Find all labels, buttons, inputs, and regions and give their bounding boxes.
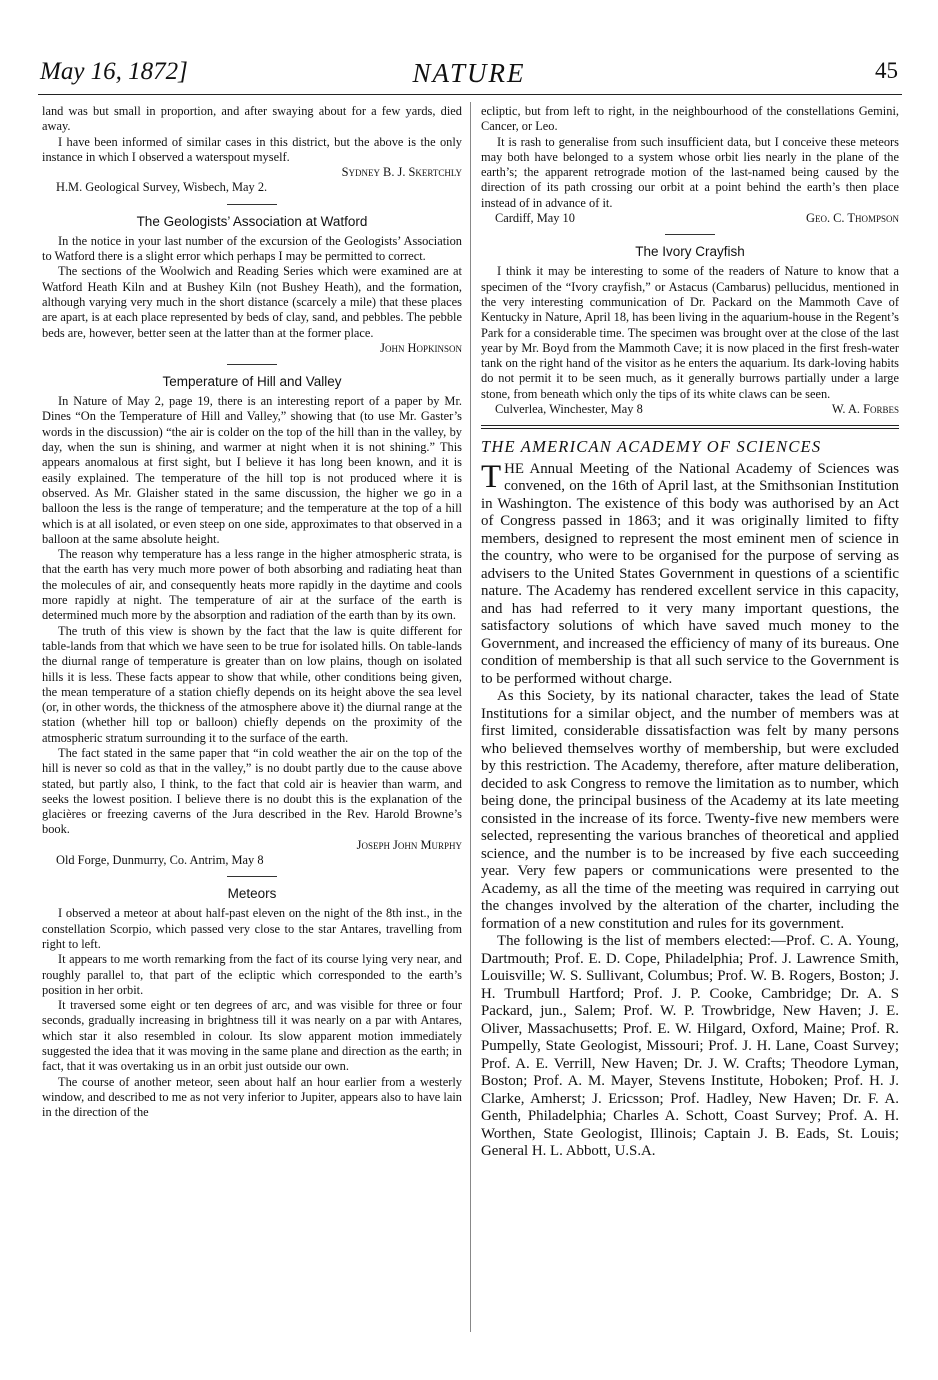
letter-location: Cardiff, May 10 <box>495 211 575 226</box>
paragraph: The fact stated in the same paper that “in cold weather the air on the top of the hill is never so cold as that in the valley,” is no doubt partly due to the cause above stated, but partly also, I think, to the fact that cold air is heavier than warm, and seeks the lowest position. I believe there is no doubt this is the explanation of the glacières or freezing caverns of the Jura described in the Rev. Harold Browne’s book. <box>42 745 462 837</box>
paragraph: The sections of the Woolwich and Reading Series which were examined are at Watford Heath Kiln and at Bushey Kiln (not Bushey Heath), and the formation, although varying very much in the short distance (scarcely a mile) that these places are apart, is at each place represented by beds of clay, sand, and pebbles. The pebble beds are, however, better seen at the latter than at the former place. <box>42 264 462 340</box>
signature: Sydney B. J. Skertchly <box>341 165 462 180</box>
signature: W. A. Forbes <box>831 402 899 417</box>
right-column <box>481 104 899 1161</box>
paragraph: I think it may be interesting to some of the readers of Nature to know that a specimen of the “Ivory crayfish,” or Astacus (Cambarus) pellucidus, mentioned in the very interesting communication of Dr. Packard on the Mammoth Cave of Kentucky in Nature, April 18, has been living in the aquarium-house in the Regent’s Park for a considerable time. The specimen was brought over at the close of the last year by Mr. Boyd from the Mammoth Cave; it is now placed in the first fresh-water tank on the right hand of the visitor as he enters the aquarium. Its dark-loving habits do not permit it to be seen much, as it generally burrows partially under a large stone, from beneath which only the tips of its white claws can be seen. <box>481 264 899 401</box>
signature-line <box>481 211 899 226</box>
paragraph: In the notice in your last number of the excursion of the Geologists’ Association to Watford there is a slight error which perhaps I may be permitted to correct. <box>42 233 462 264</box>
section-rule <box>227 204 277 205</box>
paragraph: It is rash to generalise from such insufficient data, but I conceive these meteors may both have belonged to a system whose orbit lies nearly in the plane of the earth’s; the apparent retrograde motion of the last-named being caused by the direction of its path crossing our orbit at a point behind the earth’s then place instead of in advance of it. <box>481 134 899 210</box>
letter-location: Old Forge, Dunmurry, Co. Antrim, May 8 <box>56 853 264 868</box>
header-rule <box>38 94 902 95</box>
journal-title: NATURE <box>412 58 526 88</box>
paragraph: land was but small in proportion, and after swaying about for a few yards, died away. <box>42 104 462 134</box>
paragraph: ecliptic, but from left to right, in the neighbourhood of the constellations Gemini, Cancer, or Leo. <box>481 104 899 134</box>
signature: Geo. C. Thompson <box>806 211 899 226</box>
paragraph: As this Society, by its national character, takes the lead of State Institutions for a similar object, and the number of members was at first limited, considerable dissatisfaction was felt by many persons who believed themselves worthy of membership, but were excluded by this restriction. The Academy, therefore, after mature deliberation, decided to ask Congress to remove the limitation as to number, which being done, the principal business of the Academy at its late meeting consisted in the increase of its force. Twenty-five new members were selected, representing the various branches of theoretical and applied science, and the number is to be increased by five each succeeding year. Very few papers or communications were presented to the Academy, as all the time of the meeting was required in carrying out the changes involved by the alteration of the charter, including the formation of a new constitution and rules for its government. <box>481 688 899 932</box>
paragraph <box>481 458 899 689</box>
paragraph: The following is the list of members elected:—Prof. C. A. Young, Dartmouth; Prof. E. D. Cope, Philadelphia; Prof. J. Lawrence Smith, Louisville; W. S. Sullivant, Columbus; Prof. W. B. Rogers, Boston; J. H. Trumbull Hartford; Prof. J. P. Cooke, Cambridge; Dr. A. S Packard, jun., Salem; Prof. W. P. Trowbridge, New Haven; J. E. Oliver, Massachusetts; Prof. E. W. Hilgard, Oxford, Maine; Prof. R. Pumpelly, State Geologist, Missouri; Prof. J. H. Lane, Coast Survey; Prof. A. E. Verrill, New Haven; Dr. J. W. Crafts; Theodore Lyman, Boston; Prof. A. M. Mayer, Stevens Institute, Hoboken; Prof. H. J. Clarke, Amherst; J. Ericsson; Prof. Hadley, New Haven; Dr. F. A. Genth, Philadelphia; Charles A. Schott, Coast Survey; Prof. A. H. Worthen, State Geologist, Illinois; Captain J. B. Eads, St. Louis; General H. L. Abbott, U.S.A. <box>481 933 899 1160</box>
paragraph-text: HE Annual Meeting of the National Academy of Sciences was convened, on the 16th of April last, at the Smithsonian Institution in Washington. The existence of this body was authorised by an Act of Congress passed in 1863; and it was originally limited to fifty members, designed to represent the most eminent men of science in the country, who were to be organised for the purpose of serving as advisers to the United States Government in questions of a scientific nature. The Academy has rendered excellent service in this capacity, and has had referred to it very many important questions, the satisfactory solutions of which have saved much money to the Government, and increased the efficiency of many of its bureaus. One condition of membership is that all such service to the Government is to be performed without charge. <box>481 460 899 687</box>
paragraph: The reason why temperature has a less range in the higher atmospheric strata, is that the earth has very much more power of both absorbing and radiating heat than the molecules of air, and consequently heats more rapidly in the daytime and cools more rapidly at night. The temperature of air at the surface of the earth is determined much more by the absorption and radiation of the earth than by its own. <box>42 547 462 623</box>
paragraph: I have been informed of similar cases in this district, but the above is the only instance in which I observed a waterspout myself. <box>42 134 462 164</box>
paragraph: The course of another meteor, seen about half an hour earlier from a westerly window, and described to me as not very inferior to Jupiter, appears also to have lain in the direction of the <box>42 1074 462 1120</box>
signature-line <box>481 402 899 417</box>
section-rule <box>665 234 715 235</box>
letter-heading: The Geologists’ Association at Watford <box>136 213 368 229</box>
signature: Joseph John Murphy <box>356 837 462 852</box>
section-rule <box>227 876 277 877</box>
article-title: THE AMERICAN ACADEMY OF SCIENCES <box>481 437 822 457</box>
page-number: 45 <box>875 58 898 83</box>
letter-heading: The Ivory Crayfish <box>635 244 745 260</box>
paragraph: I observed a meteor at about half-past eleven on the night of the 8th inst., in the constellation Scorpio, which passed very close to the star Antares, travelling from right to left. <box>42 906 462 951</box>
drop-cap: T <box>481 458 502 495</box>
column-divider <box>470 102 471 1332</box>
letter-heading: Temperature of Hill and Valley <box>162 374 342 390</box>
left-column <box>42 104 462 1121</box>
issue-date: May 16, 1872] <box>40 58 188 85</box>
double-rule <box>481 425 899 429</box>
paragraph: In Nature of May 2, page 19, there is an interesting report of a paper by Mr. Dines “On the Temperature of Hill and Valley,” showing that (to use Mr. Gaster’s words in the discussion) “the air is colder on the top of the hill than in the valley, by day, when the sun is shining, and warmer at night when it is not shining.” This appears anomalous at first sight, but I believe it has long been known, and it is easily explained. The temperature of the hill top is not produced where it is observed. As Mr. Glaisher stated in the same discussion, the higher we go in a balloon the less is the range of temperature; and the temperature at the top of a hill which is at all isolated, or even steep on one side, approximates to that observed in a balloon at the same absolute height. <box>42 394 462 546</box>
letter-heading: Meteors <box>227 886 277 902</box>
article-body <box>481 458 899 1161</box>
running-header <box>40 58 898 94</box>
letter-location: Culverlea, Winchester, May 8 <box>495 402 643 417</box>
signature: John Hopkinson <box>380 340 462 355</box>
paragraph: It appears to me worth remarking from the fact of its course lying very near, and roughly parallel to, that part of the ecliptic which corresponded to the earth’s position in her orbit. <box>42 952 462 997</box>
paragraph: It traversed some eight or ten degrees of arc, and was visible for three or four seconds, gradually increasing in brightness till it was nearly on a par with Antares, which star it also resembled in colour. Its slow apparent motion immediately suggested the idea that it was moving in the same plane and direction as the earth; in fact, that it was overtaking us in an orbit just outside our own. <box>42 998 462 1074</box>
section-rule <box>227 364 277 365</box>
paragraph: The truth of this view is shown by the fact that the law is quite different for table-lands from that which we have seen to be true for isolated hills. On table-lands the diurnal range of temperature is greater than on low plains, though on isolated hills it is less. These facts appear to show that while, other conditions being given, the mean temperature of a station chiefly depends on its height above the sea level (or, in other words, the thickness of the atmosphere above it) the diurnal range at the station (whether hill top or balloon) chiefly depends on the proximity of the atmospheric stratum surrounding it to the surface of the earth. <box>42 623 462 745</box>
letter-location: H.M. Geological Survey, Wisbech, May 2. <box>56 180 268 195</box>
